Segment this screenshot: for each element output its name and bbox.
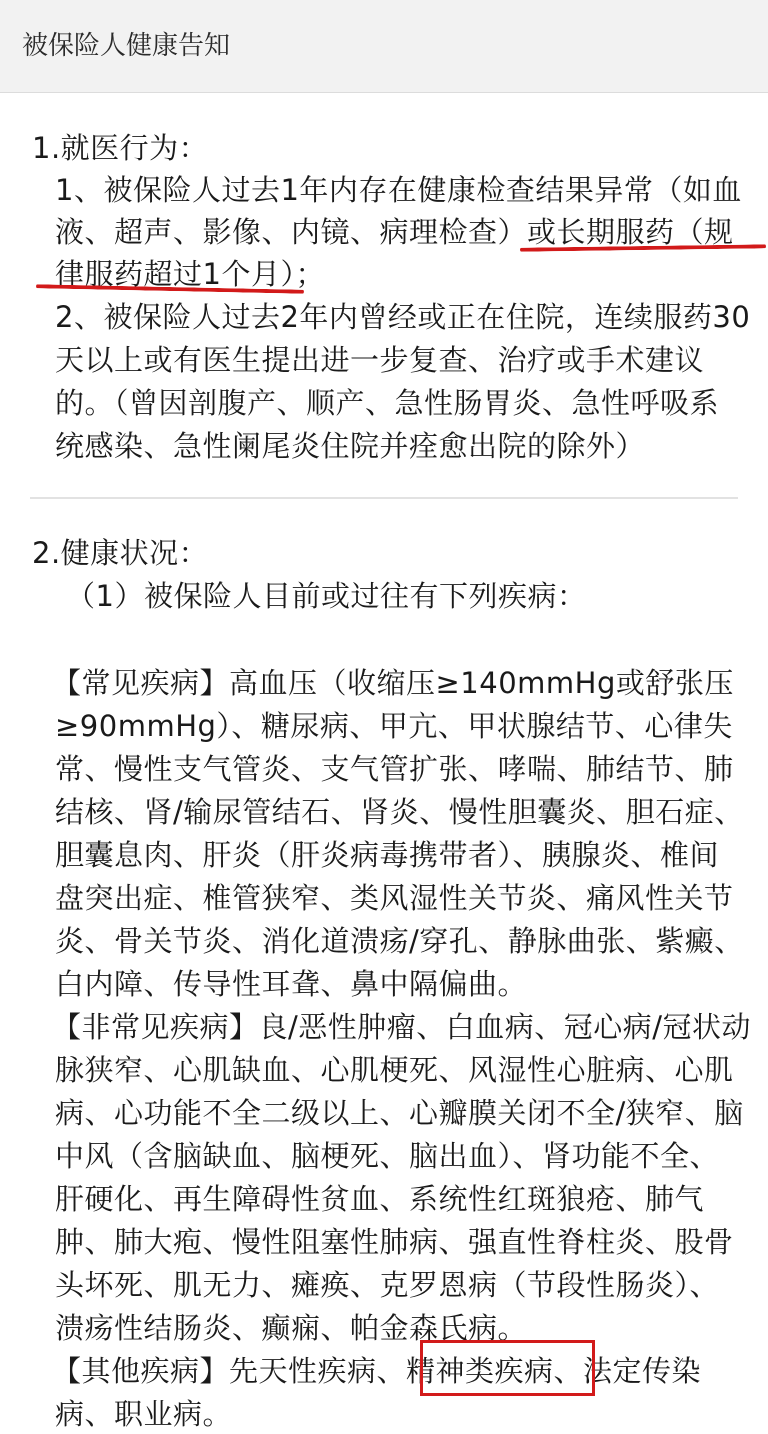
section2-subheading: （1）被保险人目前或过往有下列疾病： [66, 579, 587, 613]
disease-line: 结核、肾/输尿管结石、肾炎、慢性胆囊炎、胆石症、 [55, 795, 744, 829]
section1-line: 统感染、急性阑尾炎住院并痊愈出院的除外） [55, 429, 646, 463]
disease-line: 病、职业病。 [55, 1397, 233, 1431]
disease-line: ≥90mmHg）、糖尿病、甲亢、甲状腺结节、心律失 [55, 709, 733, 743]
highlight-box [420, 1340, 595, 1396]
disease-line: 溃疡性结肠炎、癫痫、帕金森氏病。 [55, 1311, 528, 1345]
page-title: 被保险人健康告知 [22, 31, 231, 61]
section-divider [30, 497, 738, 499]
disease-line: 白内障、传导性耳聋、鼻中隔偏曲。 [55, 967, 528, 1001]
disease-line: 炎、骨关节炎、消化道溃疡/穿孔、静脉曲张、紫癜、 [55, 924, 744, 958]
disease-line: 肝硬化、再生障碍性贫血、系统性红斑狼疮、肺气 [55, 1182, 705, 1216]
header-bar [0, 0, 768, 93]
disease-line: 【非常见疾病】良/恶性肿瘤、白血病、冠心病/冠状动 [52, 1010, 752, 1044]
section1-line: 液、超声、影像、内镜、病理检查）或长期服药（规 [55, 215, 734, 249]
section1-line: 律服药超过1个月）； [55, 257, 325, 291]
disease-line: 盘突出症、椎管狭窄、类风湿性关节炎、痛风性关节 [55, 881, 734, 915]
section1-line: 2、被保险人过去2年内曾经或正在住院，连续服药30 [55, 300, 751, 334]
disease-line: 头坏死、肌无力、瘫痪、克罗恩病（节段性肠炎）、 [55, 1268, 720, 1302]
section1-line: 的。（曾因剖腹产、顺产、急性肠胃炎、急性呼吸系 [55, 386, 720, 420]
disease-line: 脉狭窄、心肌缺血、心肌梗死、风湿性心脏病、心肌 [55, 1053, 734, 1087]
disease-line: 【其他疾病】先天性疾病、精神类疾病、法定传染 [52, 1354, 702, 1388]
disease-line: 肿、肺大疱、慢性阻塞性肺病、强直性脊柱炎、股骨 [55, 1225, 734, 1259]
section2-heading: 2.健康状况： [32, 536, 209, 570]
section1-heading: 1.就医行为： [32, 131, 209, 165]
section1-line: 1、被保险人过去1年内存在健康检查结果异常（如血 [55, 173, 742, 207]
disease-line: 胆囊息肉、肝炎（肝炎病毒携带者）、胰腺炎、椎间 [55, 838, 720, 872]
disease-line: 常、慢性支气管炎、支气管扩张、哮喘、肺结节、肺 [55, 752, 734, 786]
section1-line: 天以上或有医生提出进一步复查、治疗或手术建议 [55, 343, 705, 377]
disease-line: 病、心功能不全二级以上、心瓣膜关闭不全/狭窄、脑 [55, 1096, 744, 1130]
disease-line: 中风（含脑缺血、脑梗死、脑出血）、肾功能不全、 [55, 1139, 720, 1173]
disease-line: 【常见疾病】高血压（收缩压≥140mmHg或舒张压 [52, 666, 734, 700]
